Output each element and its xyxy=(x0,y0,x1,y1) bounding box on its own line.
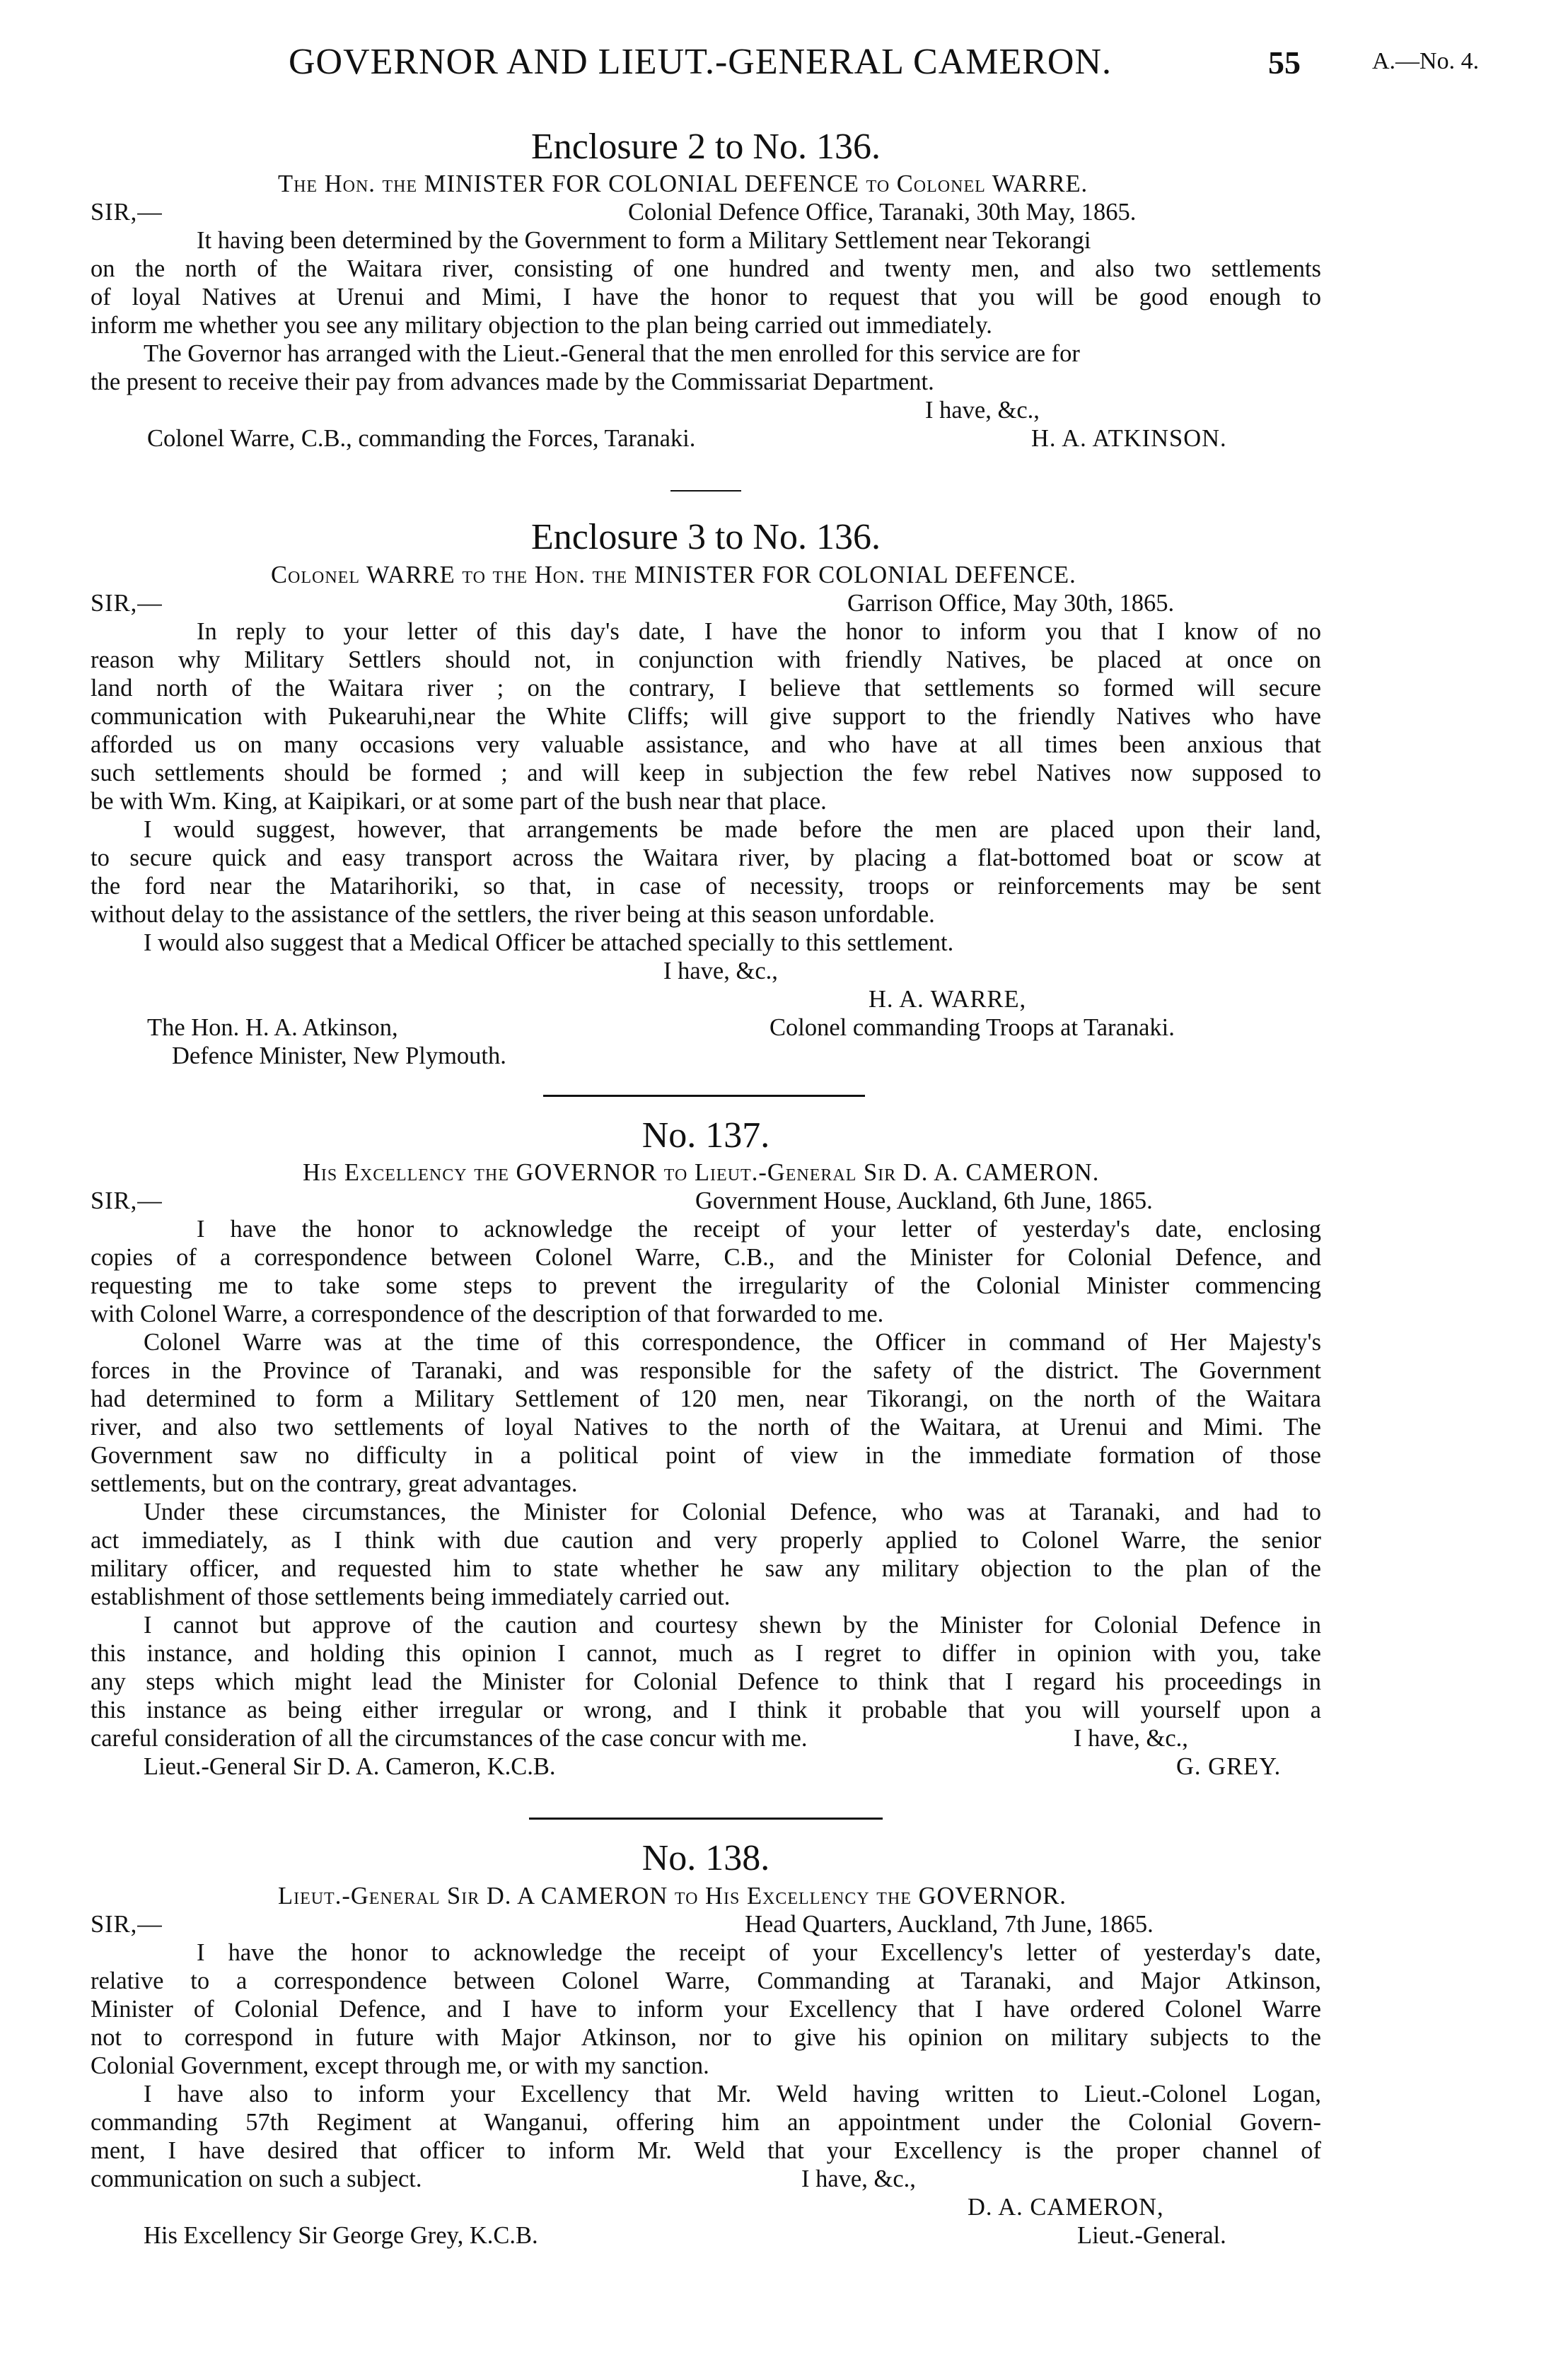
enclosure-3-line: I would suggest, however, that arrangements be made before the men are placed upon their land, xyxy=(144,816,1321,843)
no-137-line: copies of a correspondence between Colonel Warre, C.B., and the Minister for Colonial Defence, and xyxy=(91,1244,1321,1271)
enclosure-3-line: In reply to your letter of this day's date, I have the honor to inform you that I know of no xyxy=(197,618,1321,645)
enclosure-2-closing: I have, &c., xyxy=(925,397,1040,424)
enclosure-3-line: I would also suggest that a Medical Officer be attached specially to this settlement. xyxy=(144,929,954,956)
enclosure-2-line: on the north of the Waitara river, consisting of one hundred and twenty men, and also two settlements xyxy=(91,255,1321,282)
no-137-subheading: His Excellency the GOVERNOR to Lieut.-General Sir D. A. CAMERON. xyxy=(303,1159,1100,1186)
enclosure-2-line: It having been determined by the Government to form a Military Settlement near Tekorangi xyxy=(197,227,1091,254)
enclosure-2-signature: H. A. ATKINSON. xyxy=(1031,425,1227,452)
no-138-line: I have the honor to acknowledge the receipt of your Excellency's letter of yesterday's date, xyxy=(197,1939,1321,1966)
no-137-line: careful consideration of all the circumstances of the case concur with me. xyxy=(91,1725,808,1752)
enclosure-3-signer-title: Colonel commanding Troops at Taranaki. xyxy=(770,1014,1175,1041)
no-138-signer-title: Lieut.-General. xyxy=(1077,2222,1226,2249)
enclosure-2-addressee: Colonel Warre, C.B., commanding the Forces, Taranaki. xyxy=(147,425,696,452)
no-137-line: this instance as being either irregular or wrong, and I think it probable that you will yourself upon a xyxy=(91,1697,1321,1723)
no-137-dateline: Government House, Auckland, 6th June, 1865. xyxy=(695,1187,1153,1214)
enclosure-3-addressee-line-2: Defence Minister, New Plymouth. xyxy=(172,1042,506,1069)
no-137-salutation: SIR,— xyxy=(91,1187,163,1214)
enclosure-2-line: the present to receive their pay from advances made by the Commissariat Department. xyxy=(91,368,934,395)
enclosure-3-closing: I have, &c., xyxy=(663,958,778,984)
no-137-closing: I have, &c., xyxy=(1074,1725,1188,1752)
enclosure-2-dateline: Colonial Defence Office, Taranaki, 30th May, 1865. xyxy=(628,199,1137,226)
no-138-addressee: His Excellency Sir George Grey, K.C.B. xyxy=(144,2222,538,2249)
no-138-signature: D. A. CAMERON, xyxy=(968,2194,1164,2221)
enclosure-2-line: inform me whether you see any military objection to the plan being carried out immediately. xyxy=(91,312,992,339)
no-137-line: with Colonel Warre, a correspondence of the description of that forwarded to me. xyxy=(91,1301,884,1327)
enclosure-3-dateline: Garrison Office, May 30th, 1865. xyxy=(847,590,1175,617)
enclosure-3-line: without delay to the assistance of the settlers, the river being at this season unfordable. xyxy=(91,901,935,928)
no-138-line: I have also to inform your Excellency that Mr. Weld having written to Lieut.-Colonel Logan, xyxy=(144,2081,1321,2107)
no-138-dateline: Head Quarters, Auckland, 7th June, 1865. xyxy=(745,1911,1154,1938)
enclosure-2-subheading: The Hon. the MINISTER FOR COLONIAL DEFENCE to Colonel WARRE. xyxy=(278,170,1088,197)
enclosure-3-subheading: Colonel WARRE to the Hon. the MINISTER FOR COLONIAL DEFENCE. xyxy=(271,562,1076,588)
enclosure-3-line: be with Wm. King, at Kaipikari, or at some part of the bush near that place. xyxy=(91,788,827,815)
no-137-line: establishment of those settlements being immediately carried out. xyxy=(91,1583,731,1610)
no-138-subheading: Lieut.-General Sir D. A CAMERON to His Excellency the GOVERNOR. xyxy=(278,1883,1067,1909)
enclosure-2-salutation: SIR,— xyxy=(91,199,163,226)
enclosure-3-addressee: The Hon. H. A. Atkinson, xyxy=(147,1014,398,1041)
enclosure-3-line: to secure quick and easy transport across the Waitara river, by placing a flat-bottomed boat or scow at xyxy=(91,844,1321,871)
page-number: 55 xyxy=(1268,45,1301,81)
no-137-line: Government saw no difficulty in a political point of view in the immediate formation of those xyxy=(91,1442,1321,1469)
no-138-line: Minister of Colonial Defence, and I have to inform your Excellency that I have ordered Colonel Warre xyxy=(91,1996,1321,2023)
no-137-line: requesting me to take some steps to prevent the irregularity of the Colonial Minister commencing xyxy=(91,1272,1321,1299)
no-137-line: act immediately, as I think with due caution and very properly applied to Colonel Warre, the senior xyxy=(91,1527,1321,1554)
no-137-line: military officer, and requested him to state whether he saw any military objection to the plan of the xyxy=(91,1555,1321,1582)
running-title: GOVERNOR AND LIEUT.-GENERAL CAMERON. xyxy=(289,42,1113,82)
no-137-heading: No. 137. xyxy=(641,1115,770,1156)
no-137-line: had determined to form a Military Settlement of 120 men, near Tikorangi, on the north of the Waitara xyxy=(91,1385,1321,1412)
no-138-line: Colonial Government, except through me, or with my sanction. xyxy=(91,2052,709,2079)
enclosure-3-salutation: SIR,— xyxy=(91,590,163,617)
no-138-line: not to correspond in future with Major Atkinson, nor to give his opinion on military subjects to the xyxy=(91,2024,1321,2051)
section-divider xyxy=(529,1818,883,1820)
section-divider xyxy=(543,1095,865,1097)
no-137-line: river, and also two settlements of loyal Natives to the north of the Waitara, at Urenui and Mimi. The xyxy=(91,1414,1321,1441)
no-137-line: forces in the Province of Taranaki, and was responsible for the safety of the district. The Government xyxy=(91,1357,1321,1384)
no-137-line: Colonel Warre was at the time of this correspondence, the Officer in command of Her Majesty's xyxy=(144,1329,1321,1356)
no-138-line: ment, I have desired that officer to inform Mr. Weld that your Excellency is the proper channel of xyxy=(91,2137,1321,2164)
no-138-line: commanding 57th Regiment at Wanganui, offering him an appointment under the Colonial Govern- xyxy=(91,2109,1321,2136)
enclosure-3-line: afforded us on many occasions very valuable assistance, and who have at all times been anxious that xyxy=(91,731,1321,758)
enclosure-3-line: the ford near the Matarihoriki, so that, in case of necessity, troops or reinforcements may be sent xyxy=(91,873,1321,900)
enclosure-3-line: land north of the Waitara river ; on the contrary, I believe that settlements so formed will secure xyxy=(91,675,1321,702)
no-138-heading: No. 138. xyxy=(641,1838,770,1878)
no-137-line: settlements, but on the contrary, great advantages. xyxy=(91,1470,578,1497)
enclosure-2-heading: Enclosure 2 to No. 136. xyxy=(531,127,881,167)
no-137-line: I have the honor to acknowledge the receipt of your letter of yesterday's date, enclosing xyxy=(197,1216,1321,1243)
no-137-signature: G. GREY. xyxy=(1176,1753,1282,1780)
enclosure-2-line: The Governor has arranged with the Lieut.-General that the men enrolled for this service are for xyxy=(144,340,1080,367)
no-137-line: this instance, and holding this opinion I cannot, much as I regret to differ in opinion with you, take xyxy=(91,1640,1321,1667)
no-137-addressee: Lieut.-General Sir D. A. Cameron, K.C.B. xyxy=(144,1753,556,1780)
no-138-line: relative to a correspondence between Colonel Warre, Commanding at Taranaki, and Major Atkinson, xyxy=(91,1967,1321,1994)
no-138-closing: I have, &c., xyxy=(801,2165,916,2192)
enclosure-3-line: such settlements should be formed ; and will keep in subjection the few rebel Natives now supposed to xyxy=(91,760,1321,786)
paper-reference: A.—No. 4. xyxy=(1372,48,1480,74)
section-divider xyxy=(670,490,741,492)
no-137-line: I cannot but approve of the caution and courtesy shewn by the Minister for Colonial Defence in xyxy=(144,1612,1321,1639)
no-137-line: Under these circumstances, the Minister for Colonial Defence, who was at Taranaki, and had to xyxy=(144,1499,1321,1525)
no-138-salutation: SIR,— xyxy=(91,1911,163,1938)
enclosure-3-heading: Enclosure 3 to No. 136. xyxy=(531,517,881,557)
enclosure-3-line: communication with Pukearuhi,near the White Cliffs; will give support to the friendly Natives who have xyxy=(91,703,1321,730)
no-138-line: communication on such a subject. xyxy=(91,2165,422,2192)
no-137-line: any steps which might lead the Minister for Colonial Defence to think that I regard his proceedings in xyxy=(91,1668,1321,1695)
enclosure-3-signature: H. A. WARRE, xyxy=(869,986,1027,1013)
enclosure-3-line: reason why Military Settlers should not, in conjunction with friendly Natives, be placed at once on xyxy=(91,646,1321,673)
enclosure-2-line: of loyal Natives at Urenui and Mimi, I have the honor to request that you will be good enough to xyxy=(91,284,1321,310)
